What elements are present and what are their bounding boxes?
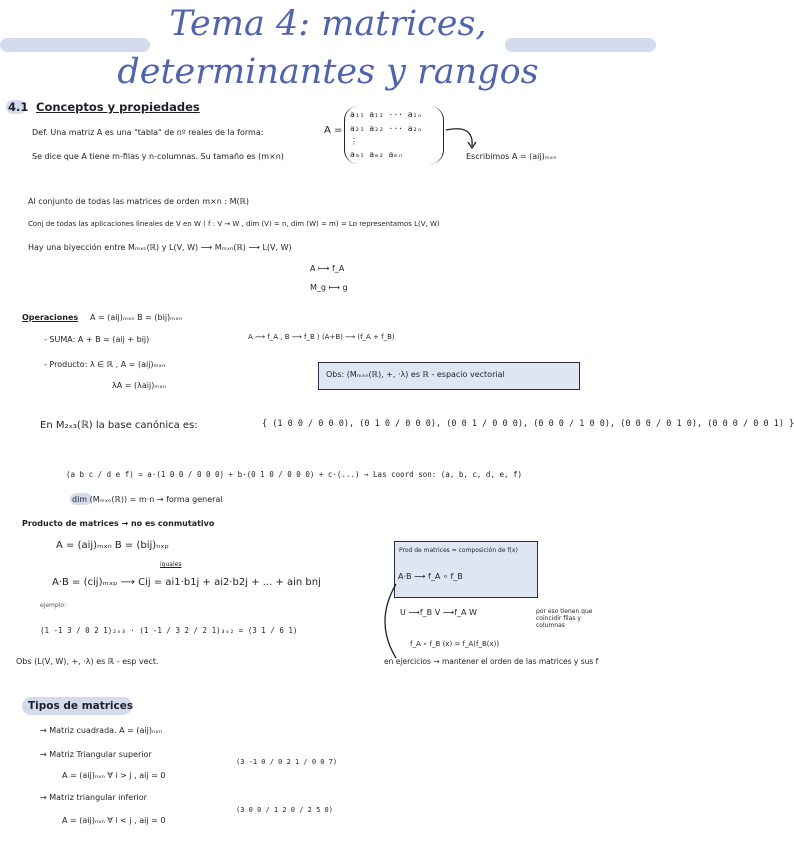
producto-escalar-2: λA = (λaij)ₘₓₙ <box>112 381 167 390</box>
triangular-superior-cond: A = (aij)ₙₓₙ ∀ i > j , aij = 0 <box>62 771 166 780</box>
matrix-row-3: ⋮ <box>350 137 358 146</box>
triangular-inferior-cond: A = (aij)ₙₓₙ ∀ i < j , aij = 0 <box>62 816 166 825</box>
triangular-inferior-matrix: (3 0 0 / 1 2 0 / 2 5 0) <box>236 806 333 814</box>
matrix-row-4: aₘ₁ aₘ₂ aₘₙ <box>350 150 403 159</box>
suma-definition: - SUMA: A + B = (aij + bij) <box>44 335 150 344</box>
matrix-row-1: a₁₁ a₁₂ ··· a₁ₙ <box>350 110 423 119</box>
composition-diagram: U ⟶f_B V ⟶f_A W <box>400 608 477 617</box>
curved-arrow-icon <box>444 124 484 154</box>
producto-heading: Producto de matrices → no es conmutativo <box>22 519 215 528</box>
map-g: M_g ⟼ g <box>310 283 348 292</box>
triangular-inferior: → Matriz triangular inferior <box>40 793 147 802</box>
ejercicios-note: en ejercicios → mantener el orden de las matrices y sus f <box>384 657 599 666</box>
title-line2: determinantes y rangos <box>117 52 539 92</box>
composition-diagram-sub: f_A ∘ f_B (x) = f_A(f_B(x)) <box>410 640 500 648</box>
section-heading-conceptos: Conceptos y propiedades <box>36 100 200 114</box>
ejemplo-matrices: (1 -1 3 / 0 2 1)₂ₓ₃ · (1 -1 / 3 2 / 2 1)₃ₓ₂ = (3 1 / 6 1) <box>40 626 298 635</box>
writes-notation: Escribimos A = (aij)ₘₓₙ <box>466 152 557 161</box>
obs-linear-space: Obs (L(V, W), +, ·λ) es ℝ - esp vect. <box>16 657 159 666</box>
section-number: 4.1 <box>8 100 29 114</box>
brace-icon <box>370 582 400 662</box>
matrix-row-2: a₂₁ a₂₂ ··· a₂ₙ <box>350 124 423 133</box>
triangular-superior: → Matriz Triangular superior <box>40 750 152 759</box>
base-canonica-matrices: { (1 0 0 / 0 0 0), (0 1 0 / 0 0 0), (0 0 1 / 0 0 0), (0 0 0 / 1 0 0), (0 0 0 / 0 1 0), (0 0 0 / 0 0 1) } <box>262 419 794 429</box>
producto-escalar: - Producto: λ ∈ ℝ , A = (aij)ₘₓₙ <box>44 360 166 369</box>
linear-maps-definition: Conj de todas las aplicaciones lineales de V en W ( f : V → W , dim (V) = n, dim (W) = m) = Lo representamos L(V, W) <box>28 220 440 228</box>
composition-formula: A·B ⟶ f_A ∘ f_B <box>398 572 463 581</box>
composition-box-title: Prod de matrices = composición de f(x) <box>399 547 518 554</box>
suma-map: A ⟶ f_A , B ⟶ f_B ⟩ (A+B) ⟶ (f_A + f_B) <box>248 333 395 341</box>
ejemplo-label: ejemplo: <box>40 602 67 609</box>
obs-vector-space: Obs: (Mₘₓₙ(ℝ), +, ·λ) es ℝ - espacio vectorial <box>326 370 505 379</box>
size-text: Se dice que A tiene m-filas y n-columnas. Su tamaño es (m×n) <box>32 152 284 161</box>
definition-text: Def. Una matriz A es una "tabla" de nº reales de la forma: <box>32 128 264 137</box>
product-formula: A·B = (cij)ₘₓₚ ⟶ Cij = ai1·b1j + ai2·b2j + ... + ain bnj <box>52 577 321 588</box>
operaciones-defs: A = (aij)ₘₓₙ B = (bij)ₘₓₙ <box>90 313 182 322</box>
triangular-superior-matrix: (3 -1 0 / 0 2 1 / 0 0 7) <box>236 758 338 766</box>
base-canonica-label: En M₂ₓ₃(ℝ) la base canónica es: <box>40 420 198 431</box>
iguales-note: iguales <box>160 561 182 568</box>
title-line1: Tema 4: matrices, <box>169 4 487 44</box>
linear-combination: (a b c / d e f) = a·(1 0 0 / 0 0 0) + b·(0 1 0 / 0 0 0) + c·(...) → Las coord son: (a, b, c, d, e, f) <box>66 470 523 479</box>
operaciones-heading: Operaciones <box>22 313 79 322</box>
producto-defs: A = (aij)ₘₓₙ B = (bij)ₙₓₚ <box>56 540 169 551</box>
bijection-text: Hay una biyección entre Mₘₓₙ(ℝ) y L(V, W) ⟶ Mₘₓₙ(ℝ) ⟶ L(V, W) <box>28 243 292 252</box>
composition-note: por eso tienen que coincidir filas y columnas <box>536 608 593 629</box>
tipos-heading: Tipos de matrices <box>28 700 134 712</box>
set-definition: Al conjunto de todas las matrices de orden m×n : M(ℝ) <box>28 197 250 206</box>
map-a: A ⟼ f_A <box>310 264 345 273</box>
dimension-text: dim (Mₘₓₙ(ℝ)) = m·n → forma general <box>72 495 223 504</box>
matrix-label: A = <box>324 125 343 136</box>
matriz-cuadrada: → Matriz cuadrada. A = (aij)ₙₓₙ <box>40 726 162 735</box>
